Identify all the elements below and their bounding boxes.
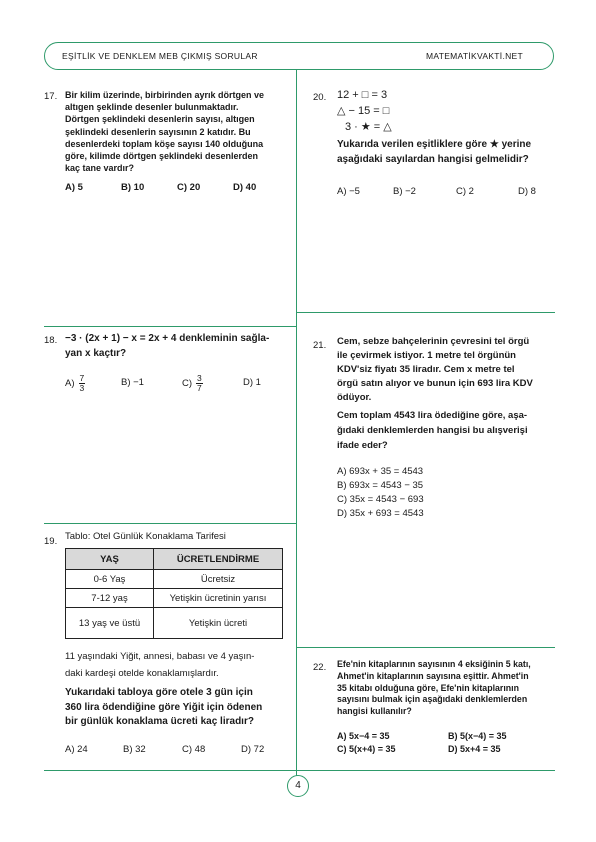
q21-question-line: ğıdaki denklemlerden hangisi bu alışverişi [337,425,528,436]
q22-option-a[interactable]: A) 5x−4 = 35 [337,731,390,741]
q21-question-line: Cem toplam 4543 lira ödediğine göre, aşa- [337,410,528,421]
q20-option-d[interactable]: D) 8 [518,186,536,197]
q20-question [337,137,552,167]
page-number: 4 [287,775,309,797]
q20-option-c[interactable]: C) 2 [456,186,474,197]
q20-option-a[interactable]: A) −5 [337,186,360,197]
header-site: MATEMATİKVAKTİ.NET [426,51,524,61]
q19-question-line: Yukarıdaki tabloya göre otele 3 gün için [65,687,253,698]
q22-line: sayısını bulmak için aşağıdaki denklemlerden [337,694,528,705]
divider-left-2 [44,523,296,524]
q21-options [337,465,424,521]
q18-option-a-label: A) [65,378,75,389]
q18-option-c-label: C) [182,378,193,389]
q21-line: ile çevirmek istiyor. 1 metre tel örgünün [337,350,516,361]
table-header-age: YAŞ [66,549,154,570]
q17-line: Bir kilim üzerinde, birbirinden ayrık dörtgen ve [65,90,265,100]
table-cell: 0-6 Yaş [66,570,154,589]
q21-option-b[interactable]: B) 693x = 4543 − 35 [337,480,424,491]
q19-option-d[interactable]: D) 72 [241,744,265,755]
q20-option-b[interactable]: B) −2 [393,186,416,197]
footer-line [44,770,555,771]
q17-line: şeklindeki desenlerin sayısının 2 katıdır. Bu [65,126,251,137]
q18-option-b[interactable]: B) −1 [121,377,144,388]
q20-equation: 3 · ★ = △ [345,121,392,133]
q19-option-b[interactable]: B) 32 [123,744,146,755]
fraction-numerator: 3 [197,373,202,383]
q18-number: 18. [44,335,58,346]
q18-option-c[interactable] [182,374,203,393]
table-cell: Yetişkin ücretinin yarısı [154,589,283,608]
q18-text-rest: denkleminin sağla- [179,333,270,344]
q21-line: ödüyor. [337,392,372,403]
q21-question-line: ifade eder? [337,440,388,451]
q17-option-a[interactable]: A) 5 [65,182,83,193]
q20-number: 20. [313,92,327,103]
divider-right-1 [297,312,555,313]
q21-option-a[interactable]: A) 693x + 35 = 4543 [337,466,424,477]
q19-number: 19. [44,536,58,547]
q21-line: Cem, sebze bahçelerinin çevresini tel örgü [337,336,530,347]
q20-question-line: aşağıdaki sayılardan hangisi gelmelidir? [337,154,529,165]
q21-line: KDV'siz fiyatı 35 liradır. Cem x metre tel [337,364,515,375]
q17-line: Dörtgen şeklindeki desenlerin sayısı, altıgen [65,114,255,125]
q17-text [65,89,293,174]
q20-question-line: Yukarıda verilen eşitliklere göre ★ yerine [337,139,532,150]
header-topic: EŞİTLİK VE DENKLEM MEB ÇIKMIŞ SORULAR [62,51,258,61]
q17-line: kaç tane vardır? [65,163,135,174]
q19-option-c[interactable]: C) 48 [182,744,206,755]
q21-question [337,408,552,453]
q20-equation: △ − 15 = □ [337,105,390,117]
fraction-denominator: 7 [197,383,202,393]
q18-option-c-fraction [196,374,203,393]
q22-option-b[interactable]: B) 5(x−4) = 35 [448,731,507,741]
q17-line: göre, kilimde dörtgen şeklindeki desenlerden [65,151,259,162]
q21-option-c[interactable]: C) 35x = 4543 − 693 [337,494,424,505]
table-header-price: ÜCRETLENDİRME [154,549,283,570]
q19-question-line: 360 lira ödendiğine göre Yiğit için ödenen [65,701,263,713]
q19-option-a[interactable]: A) 24 [65,744,88,755]
divider-left-1 [44,326,296,327]
q21-option-d[interactable]: D) 35x + 693 = 4543 [337,508,424,519]
q20-equation: 12 + □ = 3 [337,89,388,101]
tariff-table [65,548,283,639]
q22-line: Efe'nin kitaplarının sayısının 4 eksiğinin 5 katı, [337,659,531,669]
q19-context [65,648,293,682]
q22-text [337,659,554,718]
q18-option-d[interactable]: D) 1 [243,377,261,388]
q21-line: örgü satın alıyor ve bunun için 693 lira KDV [337,378,533,389]
q22-line: hangisi kullanılır? [337,706,412,717]
q21-text [337,335,552,405]
table-cell: Ücretsiz [154,570,283,589]
table-row [66,589,283,608]
q19-question [65,686,293,730]
column-divider [296,70,297,776]
fraction-denominator: 3 [79,383,85,393]
q17-option-b[interactable]: B) 10 [121,182,145,193]
q18-option-a-fraction [79,374,86,393]
q22-option-d[interactable]: D) 5x+4 = 35 [448,744,501,754]
q18-text [65,331,293,361]
q22-number: 22. [313,662,327,673]
q18-equation: −3 · (2x + 1) − x = 2x + 4 [65,333,177,344]
table-row [66,570,283,589]
q17-option-d[interactable]: D) 40 [233,182,257,193]
q17-number: 17. [44,91,58,102]
q22-line: 35 kitabı olduğuna göre, Efe'nin kitaplarının [337,682,519,693]
q17-option-c[interactable]: C) 20 [177,182,201,193]
q17-line: altıgen şeklinde desenler bulunmaktadır. [65,102,239,113]
q20-equations [337,87,392,135]
q17-line: desenlerdeki toplam köşe sayısı 140 olduğuna [65,138,264,149]
divider-right-2 [297,647,555,648]
table-cell: 7-12 yaş [66,589,154,608]
q22-line: Ahmet'in kitaplarının sayısına eşittir. Ahmet'in [337,670,529,681]
fraction-numerator: 7 [79,373,85,383]
q19-context-line: daki kardeşi otelde konaklamışlardır. [65,668,219,679]
table-cell: Yetişkin ücreti [154,608,283,639]
table-header-row [66,549,283,570]
q19-context-line: 11 yaşındaki Yiğit, annesi, babası ve 4 yaşın- [65,651,255,662]
q19-table-caption: Tablo: Otel Günlük Konaklama Tarifesi [65,531,226,542]
q21-number: 21. [313,340,327,351]
q22-option-c[interactable]: C) 5(x+4) = 35 [337,744,396,754]
table-cell: 13 yaş ve üstü [66,608,154,639]
table-row [66,608,283,639]
q18-option-a[interactable] [65,374,85,393]
q18-question: yan x kaçtır? [65,348,127,359]
q19-question-line: bir günlük konaklama ücreti kaç liradır? [65,716,254,727]
